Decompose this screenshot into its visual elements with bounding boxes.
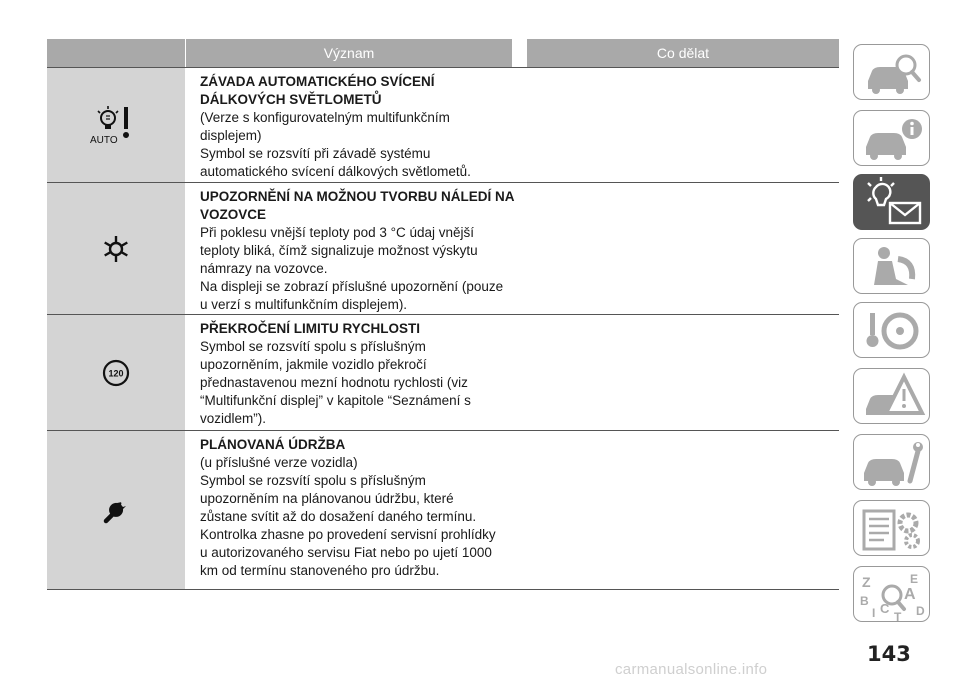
- road-hazard-icon: [854, 369, 931, 425]
- row-title: PŘEKROČENÍ LIMITU RYCHLOSTI: [200, 321, 421, 336]
- icon-cell: [47, 315, 185, 430]
- tab-technical-data[interactable]: [853, 500, 930, 556]
- row-line: zůstane svítit až do dosažení daného termínu.: [200, 509, 477, 524]
- svg-text:AUTO: AUTO: [90, 135, 118, 146]
- steering-wheel-key-icon: [854, 303, 931, 359]
- svg-text:D: D: [916, 604, 925, 618]
- row-line: Symbol se rozsvítí spolu s příslušným: [200, 339, 426, 354]
- row-line: Na displeji se zobrazí příslušné upozornění (pouze: [200, 279, 504, 294]
- tab-car-search[interactable]: [853, 44, 930, 100]
- row-description: [200, 315, 520, 436]
- row-line: upozorněním na plánovanou údržbu, které: [200, 491, 454, 506]
- row-line: Symbol se rozsvítí spolu s příslušným: [200, 473, 426, 488]
- table-row: [47, 314, 839, 430]
- row-line: “Multifunkční displej” v kapitole “Seznámení s: [200, 393, 471, 408]
- row-line: Symbol se rozsvítí při závadě systému: [200, 146, 431, 161]
- row-description: [200, 431, 520, 588]
- row-description: [200, 68, 520, 189]
- specs-gear-icon: [854, 501, 931, 557]
- tab-emergency[interactable]: [853, 368, 930, 424]
- header-action: Co dělat: [527, 39, 839, 67]
- row-line: Při poklesu vnější teploty pod 3 °C údaj vnější: [200, 225, 475, 240]
- row-title: PLÁNOVANÁ ÚDRŽBA: [200, 437, 346, 452]
- svg-text:A: A: [904, 586, 916, 603]
- page-number: 143: [867, 642, 911, 666]
- row-line: displejem): [200, 128, 262, 143]
- icon-cell: [47, 68, 185, 182]
- svg-text:Z: Z: [862, 574, 871, 590]
- svg-text:C: C: [880, 601, 890, 616]
- row-line: námrazy na vozovce.: [200, 261, 328, 276]
- svg-text:T: T: [894, 610, 902, 623]
- header-icon-column: [47, 39, 185, 67]
- svg-text:B: B: [860, 594, 869, 608]
- row-line: (Verze s konfigurovatelným multifunkčním: [200, 110, 450, 125]
- row-line: u autorizovaného servisu Fiat nebo po ujetí 1000: [200, 545, 492, 560]
- watermark: carmanualsonline.info: [615, 661, 768, 678]
- svg-text:I: I: [872, 606, 876, 620]
- speed-limit-icon: [102, 359, 130, 387]
- row-line: Kontrolka zhasne po provedení servisní prohlídky: [200, 527, 496, 542]
- car-wrench-icon: [854, 435, 931, 491]
- auto-high-beam-fault-icon: [86, 103, 146, 147]
- table-row: [47, 67, 839, 182]
- icon-cell: [47, 431, 185, 589]
- row-line: upozorněním, jakmile vozidlo překročí: [200, 357, 427, 372]
- car-search-icon: [854, 45, 931, 101]
- row-line: automatického svícení dálkových světlometů.: [200, 164, 471, 179]
- table-row: [47, 182, 839, 314]
- row-line: (u příslušné verze vozidla): [200, 455, 358, 470]
- row-description: [200, 183, 520, 322]
- table-row: [47, 430, 839, 589]
- tab-index[interactable]: [853, 566, 930, 622]
- row-line: teploty bliká, čímž signalizuje možnost výskytu: [200, 243, 478, 258]
- row-title: ZÁVADA AUTOMATICKÉHO SVÍCENÍ DÁLKOVÝCH SVĚTLOMETŮ: [200, 74, 435, 107]
- wrench-icon: [101, 495, 131, 525]
- header-meaning: Význam: [186, 39, 512, 67]
- row-line: u verzí s multifunkčním displejem).: [200, 297, 408, 312]
- table-bottom-rule: [47, 589, 839, 590]
- tab-safety[interactable]: [853, 238, 930, 294]
- tab-car-info[interactable]: [853, 110, 930, 166]
- svg-text:120: 120: [108, 368, 124, 378]
- row-line: km od termínu stanoveného pro údržbu.: [200, 563, 440, 578]
- tab-warning-lights[interactable]: [853, 174, 930, 230]
- tab-starting-driving[interactable]: [853, 302, 930, 358]
- tab-maintenance[interactable]: [853, 434, 930, 490]
- icon-cell: [47, 183, 185, 314]
- car-info-icon: [854, 111, 931, 167]
- warning-lights-table: [47, 39, 839, 590]
- row-line: přednastavenou mezní hodnotu rychlosti (viz: [200, 375, 468, 390]
- row-line: vozidlem”).: [200, 411, 267, 426]
- ice-warning-icon: [101, 234, 131, 264]
- table-header: [47, 39, 839, 67]
- index-letters-icon: [854, 567, 931, 623]
- svg-text:E: E: [910, 572, 919, 586]
- row-title: UPOZORNĚNÍ NA MOŽNOU TVORBU NÁLEDÍ NA VOZOVCE: [200, 189, 514, 222]
- warning-light-mail-icon: [854, 175, 931, 231]
- airbag-person-icon: [854, 239, 931, 295]
